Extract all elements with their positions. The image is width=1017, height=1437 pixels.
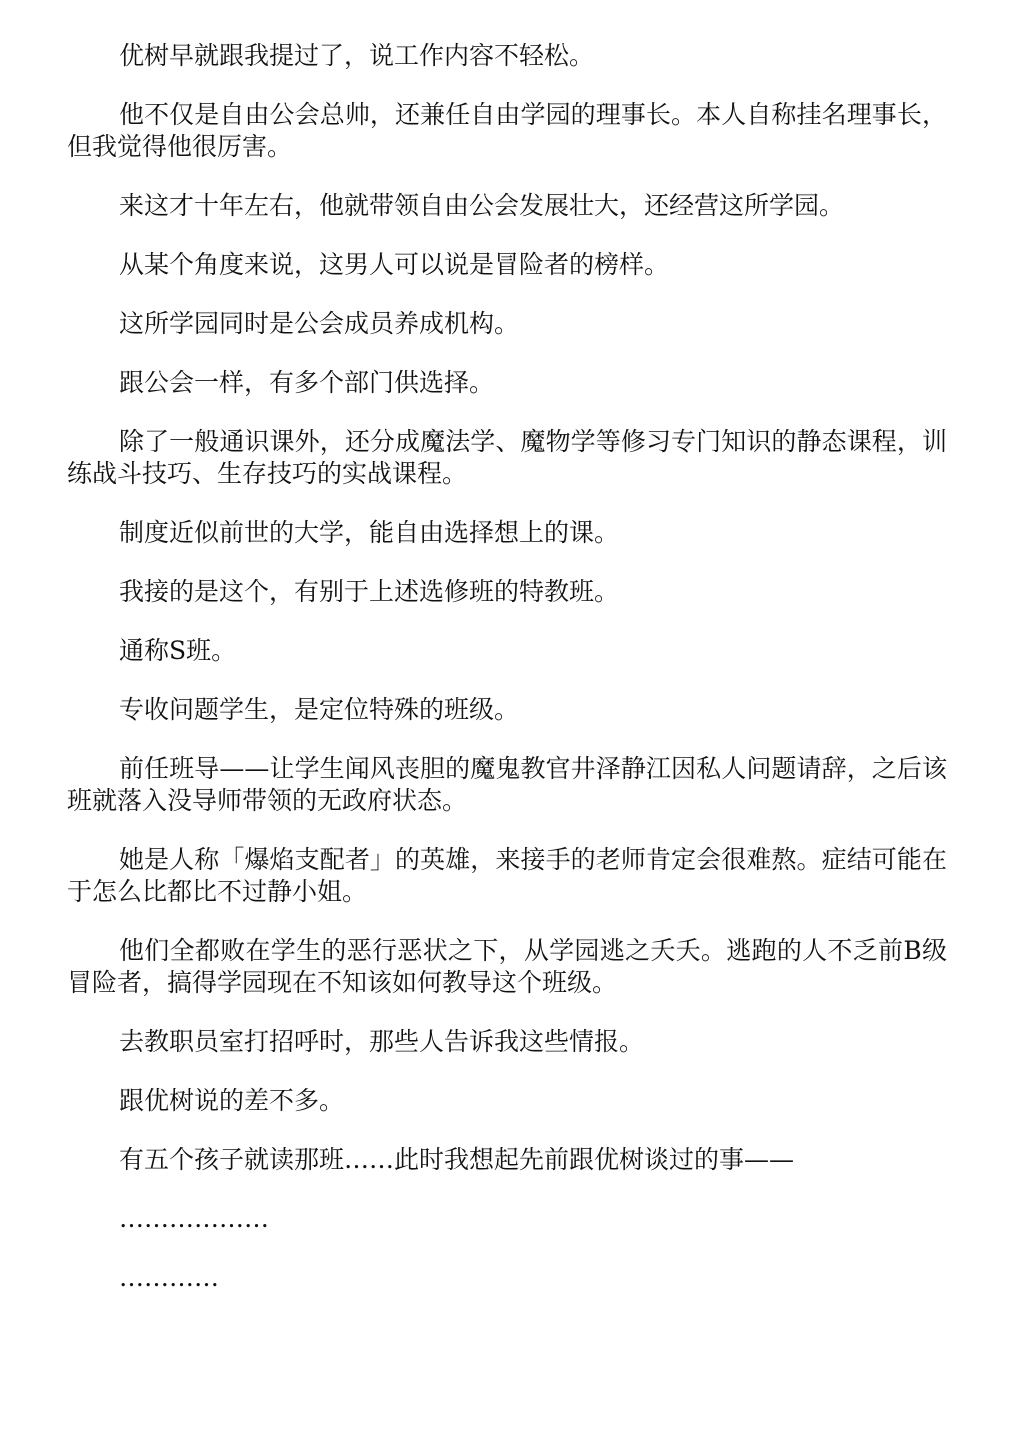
paragraph: 他们全都败在学生的恶行恶状之下，从学园逃之夭夭。逃跑的人不乏前B级冒险者，搞得学园现在不知该如何教导这个班级。 xyxy=(67,936,947,997)
paragraph: 有五个孩子就读那班……此时我想起先前跟优树谈过的事—— xyxy=(119,1145,795,1174)
paragraph: 去教职员室打招呼时，那些人告诉我这些情报。 xyxy=(119,1027,645,1056)
ellipsis-line: ……………… xyxy=(119,1204,269,1233)
paragraph: 她是人称「爆焰支配者」的英雄，来接手的老师肯定会很难熬。症结可能在于怎么比都比不过静小姐。 xyxy=(67,845,947,906)
paragraph: 跟优树说的差不多。 xyxy=(119,1086,345,1115)
paragraph: 来这才十年左右，他就带领自由公会发展壮大，还经营这所学园。 xyxy=(119,191,845,220)
paragraph: 这所学园同时是公会成员养成机构。 xyxy=(119,309,520,338)
paragraph: 我接的是这个，有别于上述选修班的特教班。 xyxy=(119,577,620,606)
paragraph: 制度近似前世的大学，能自由选择想上的课。 xyxy=(119,518,620,547)
paragraph: 优树早就跟我提过了，说工作内容不轻松。 xyxy=(119,41,595,70)
paragraph: 跟公会一样，有多个部门供选择。 xyxy=(119,368,495,397)
paragraph: 他不仅是自由公会总帅，还兼任自由学园的理事长。本人自称挂名理事长，但我觉得他很厉害。 xyxy=(67,100,947,161)
paragraph: 从某个角度来说，这男人可以说是冒险者的榜样。 xyxy=(119,250,670,279)
paragraph: 前任班导——让学生闻风丧胆的魔鬼教官井泽静江因私人问题请辞，之后该班就落入没导师带领的无政府状态。 xyxy=(67,754,947,815)
document-body xyxy=(67,40,947,1321)
paragraph: 除了一般通识课外，还分成魔法学、魔物学等修习专门知识的静态课程，训练战斗技巧、生存技巧的实战课程。 xyxy=(67,427,947,488)
paragraph: 专收问题学生，是定位特殊的班级。 xyxy=(119,695,520,724)
ellipsis-line: ………… xyxy=(119,1263,219,1292)
paragraph: 通称S班。 xyxy=(119,636,237,665)
